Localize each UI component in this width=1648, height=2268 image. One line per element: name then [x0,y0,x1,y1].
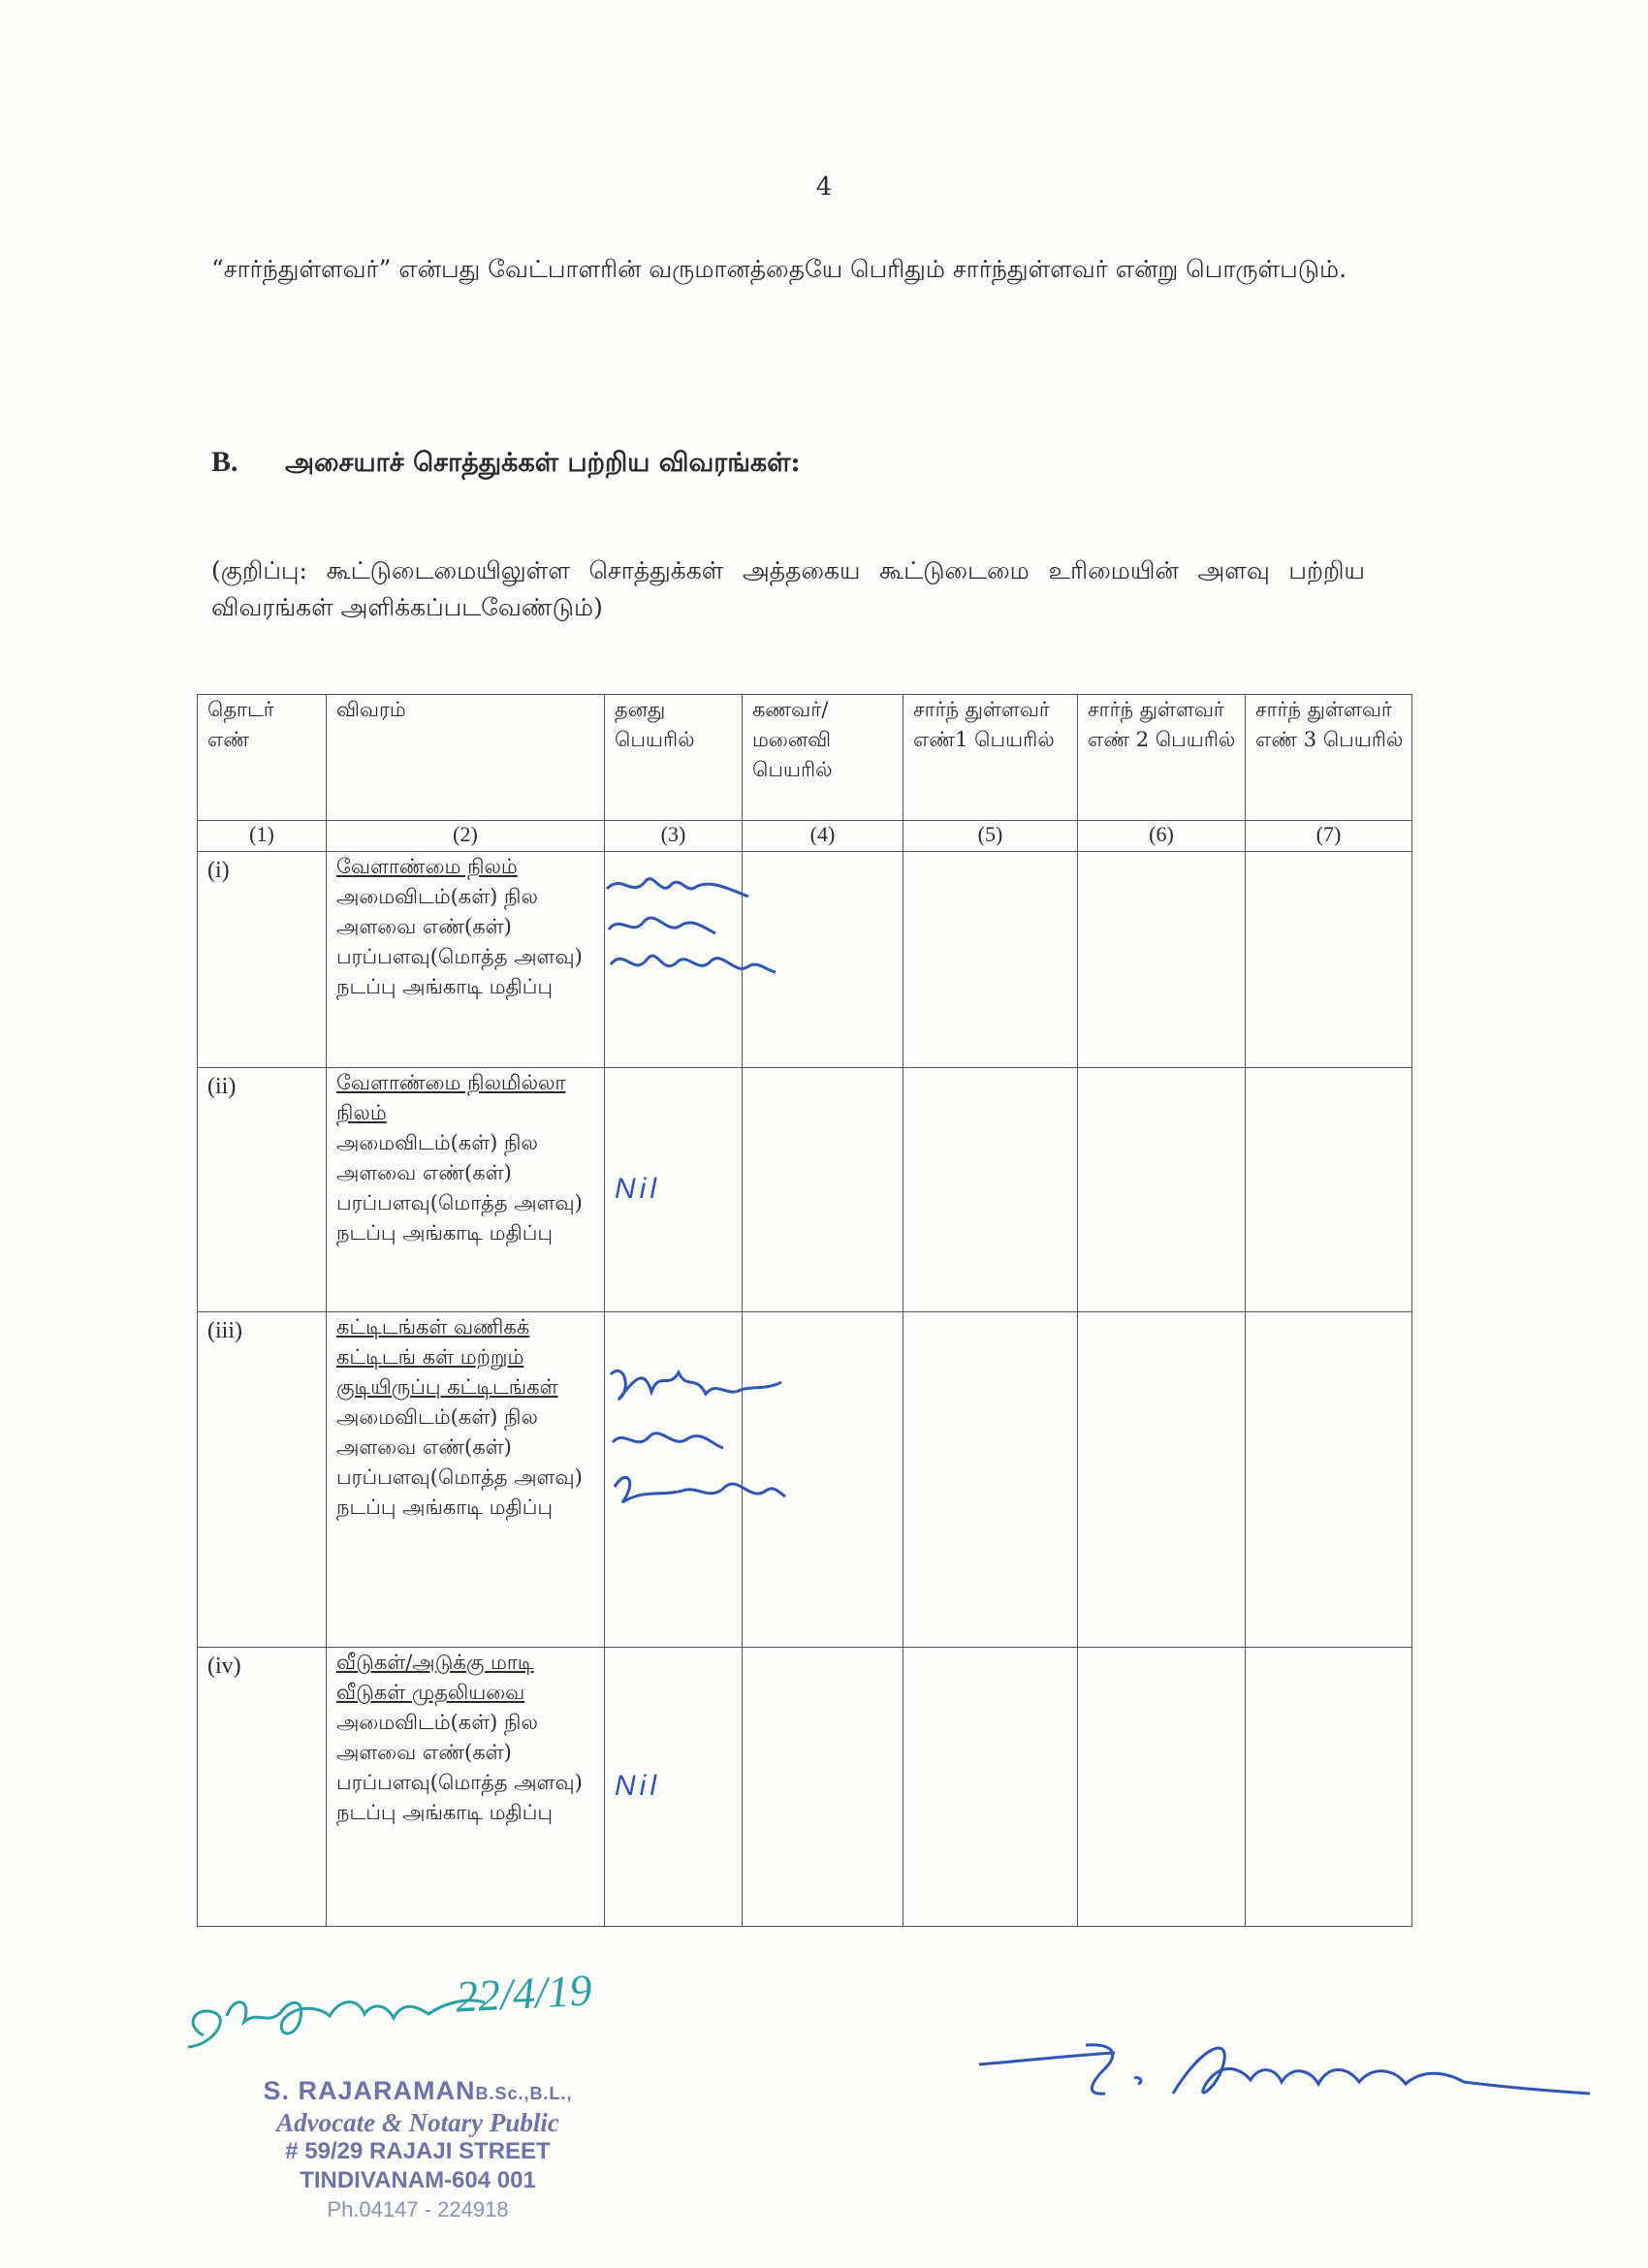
table-row [198,1312,1412,1648]
column-number-row [198,821,1412,852]
column-number: (2) [327,821,605,852]
row-description [327,1648,605,1927]
dependent-3-cell [1246,852,1412,1068]
row-description [327,1068,605,1312]
row-title: வீடுகள்/அடுக்கு மாடி வீடுகள் முதலியவை [336,1651,534,1704]
stamp-qualification: B.Sc.,B.L., [475,2084,573,2103]
header-dependent-1: சார்ந் துள்ளவர் எண்1 பெயரில் [903,695,1078,821]
dependent-3-cell [1246,1312,1412,1648]
row-description [327,1312,605,1648]
dependent-1-cell [903,1068,1078,1312]
header-description: விவரம் [327,695,605,821]
page-number: 4 [815,173,833,202]
stamp-title: Advocate & Notary Public [276,2108,559,2137]
table-header-row [198,695,1412,821]
table-row [198,1068,1412,1312]
column-number: (4) [743,821,903,852]
row-details: அமைவிடம்(கள்) நில அளவை எண்(கள்) பரப்பளவு(மொத்த அளவு) நடப்பு அங்காடி மதிப்பு [336,1711,583,1824]
row-details: அமைவிடம்(கள்) நில அளவை எண்(கள்) பரப்பளவு(மொத்த அளவு) நடப்பு அங்காடி மதிப்பு [336,1405,583,1519]
header-dependent-2: சார்ந் துள்ளவர் எண் 2 பெயரில் [1078,695,1246,821]
row-serial: (iii) [198,1312,327,1648]
dependent-3-cell [1246,1068,1412,1312]
self-cell [605,1648,743,1927]
header-dependent-3: சார்ந் துள்ளவர் எண் 3 பெயரில் [1246,695,1412,821]
dependent-2-cell [1078,852,1246,1068]
stamp-name: S. RAJARAMAN [263,2076,476,2105]
column-number: (3) [605,821,743,852]
table-row [198,1648,1412,1927]
row-serial: (i) [198,852,327,1068]
self-cell [605,1312,743,1648]
dependent-2-cell [1078,1312,1246,1648]
header-spouse: கணவர்/ மனைவி பெயரில் [743,695,903,821]
stamp-city: TINDIVANAM-604 001 [300,2167,536,2193]
notary-initials-signature [174,1958,688,2064]
column-number: (7) [1246,821,1412,852]
table-row [198,852,1412,1068]
joint-ownership-note: (குறிப்பு: கூட்டுடைமையிலுள்ள சொத்துக்கள் அத்தகைய கூட்டுடைமை உரிமையின் அளவு பற்றிய விவரங்கள் அளிக்கப்படவேண்டும்) [211,556,1365,621]
deponent-signature [969,2026,1609,2132]
dependent-definition: “சார்ந்துள்ளவர்” என்பது வேட்பாளரின் வருமானத்தையே பெரிதும் சார்ந்துள்ளவர் என்று பொருள்படும். [211,255,1347,283]
row-details: அமைவிடம்(கள்) நில அளவை எண்(கள்) பரப்பளவு(மொத்த அளவு) நடப்பு அங்காடி மதிப்பு [336,885,583,998]
handwritten-nil: Nil [615,1172,660,1205]
row-title: வேளாண்மை நிலமில்லா நிலம் [336,1071,566,1124]
section-title: அசையாச் சொத்துக்கள் பற்றிய விவரங்கள்: [285,448,801,478]
row-serial: (ii) [198,1068,327,1312]
stamp-phone: Ph.04147 - 224918 [327,2197,509,2221]
handwritten-entry-scribble [605,1361,799,1526]
row-description [327,852,605,1068]
dependent-1-cell [903,1648,1078,1927]
handwritten-nil: Nil [615,1769,660,1802]
handwritten-entry-scribble [603,869,787,1015]
row-details: அமைவிடம்(கள்) நில அளவை எண்(கள்) பரப்பளவு(மொத்த அளவு) நடப்பு அங்காடி மதிப்பு [336,1131,583,1244]
self-cell [605,1068,743,1312]
header-serial: தொடர் எண் [198,695,327,821]
column-number: (1) [198,821,327,852]
dependent-1-cell [903,1312,1078,1648]
section-heading [211,446,801,482]
self-cell [605,852,743,1068]
notary-stamp [190,2076,646,2224]
immovable-assets-table [197,694,1412,1927]
section-letter: B. [211,446,238,478]
dependent-2-cell [1078,1068,1246,1312]
row-serial: (iv) [198,1648,327,1927]
dependent-1-cell [903,852,1078,1068]
dependent-2-cell [1078,1648,1246,1927]
spouse-cell [743,1068,903,1312]
row-title: வேளாண்மை நிலம் [336,855,518,878]
row-title: கட்டிடங்கள் வணிகக் கட்டிடங் கள் மற்றும் குடியிருப்பு கட்டிடங்கள் [336,1315,558,1399]
column-number: (5) [903,821,1078,852]
stamp-address: # 59/29 RAJAJI STREET [285,2138,551,2164]
dependent-3-cell [1246,1648,1412,1927]
column-number: (6) [1078,821,1246,852]
notary-handwritten-date: 22/4/19 [454,1965,593,2022]
spouse-cell [743,1648,903,1927]
header-self: தனது பெயரில் [605,695,743,821]
